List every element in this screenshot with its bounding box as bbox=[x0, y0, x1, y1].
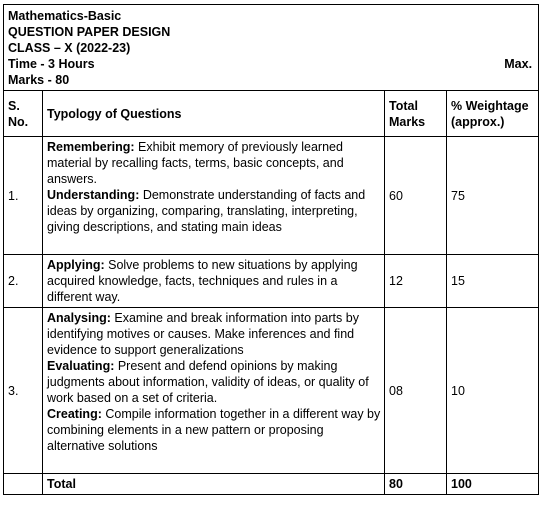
typology-item bbox=[47, 406, 381, 454]
column-header-total-marks: Total Marks bbox=[385, 91, 447, 137]
total-weightage: 100 bbox=[447, 474, 539, 495]
row-typology bbox=[43, 308, 385, 474]
document-title: QUESTION PAPER DESIGN bbox=[8, 25, 171, 39]
column-header-typology: Typology of Questions bbox=[43, 91, 385, 137]
row-weightage: 75 bbox=[447, 137, 539, 255]
title-row bbox=[4, 5, 539, 91]
typology-desc: Solve problems to new situations by applying acquired knowledge, facts, techniques and rules in a different way. bbox=[47, 258, 358, 304]
question-paper-design bbox=[3, 4, 538, 495]
title-block bbox=[4, 5, 539, 91]
typology-item bbox=[47, 187, 381, 235]
design-table bbox=[3, 4, 539, 495]
time-label: Time - 3 Hours bbox=[8, 57, 95, 71]
typology-term: Applying: bbox=[47, 258, 105, 272]
typology-term: Analysing: bbox=[47, 311, 111, 325]
typology-term: Creating: bbox=[47, 407, 102, 421]
typology-term: Remembering: bbox=[47, 140, 135, 154]
table-row bbox=[4, 137, 539, 255]
typology-desc: Examine and break information into parts by identifying motives or causes. Make inferences and find evidence to support generalizations bbox=[47, 311, 359, 357]
typology-desc: Compile information together in a different way by combining elements in a new pattern or proposing alternative solutions bbox=[47, 407, 381, 453]
typology-desc: Demonstrate understanding of facts and ideas by organizing, comparing, translating, interpreting, giving descriptions, and stating main ideas bbox=[47, 188, 366, 234]
typology-term: Evaluating: bbox=[47, 359, 115, 373]
typology-desc: Exhibit memory of previously learned material by recalling facts, terms, basic concepts, and answers. bbox=[47, 140, 344, 186]
column-header-weightage: % Weightage (approx.) bbox=[447, 91, 539, 137]
max-label: Max. bbox=[504, 57, 533, 71]
row-typology bbox=[43, 255, 385, 308]
subject-title: Mathematics-Basic bbox=[8, 9, 122, 23]
typology-item bbox=[47, 310, 381, 358]
typology-term: Understanding: bbox=[47, 188, 140, 202]
typology-item bbox=[47, 358, 381, 406]
total-sno-cell bbox=[4, 474, 43, 495]
row-marks: 60 bbox=[385, 137, 447, 255]
marks-label: Marks - 80 bbox=[8, 73, 70, 87]
column-header-sno: S. No. bbox=[4, 91, 43, 137]
table-row bbox=[4, 308, 539, 474]
typology-item bbox=[47, 139, 381, 187]
row-typology bbox=[43, 137, 385, 255]
typology-desc: Present and defend opinions by making judgments about information, validity of ideas, or quality of work based on a set of criteria. bbox=[47, 359, 369, 405]
row-weightage: 10 bbox=[447, 308, 539, 474]
row-sno: 1. bbox=[4, 137, 43, 255]
row-marks: 08 bbox=[385, 308, 447, 474]
row-sno: 2. bbox=[4, 255, 43, 308]
time-line bbox=[8, 56, 532, 72]
class-label: CLASS – X (2022-23) bbox=[8, 41, 131, 55]
row-weightage: 15 bbox=[447, 255, 539, 308]
typology-item bbox=[47, 257, 381, 305]
total-label: Total bbox=[43, 474, 385, 495]
total-row bbox=[4, 474, 539, 495]
row-marks: 12 bbox=[385, 255, 447, 308]
total-marks: 80 bbox=[385, 474, 447, 495]
column-header-row bbox=[4, 91, 539, 137]
table-row bbox=[4, 255, 539, 308]
row-sno: 3. bbox=[4, 308, 43, 474]
